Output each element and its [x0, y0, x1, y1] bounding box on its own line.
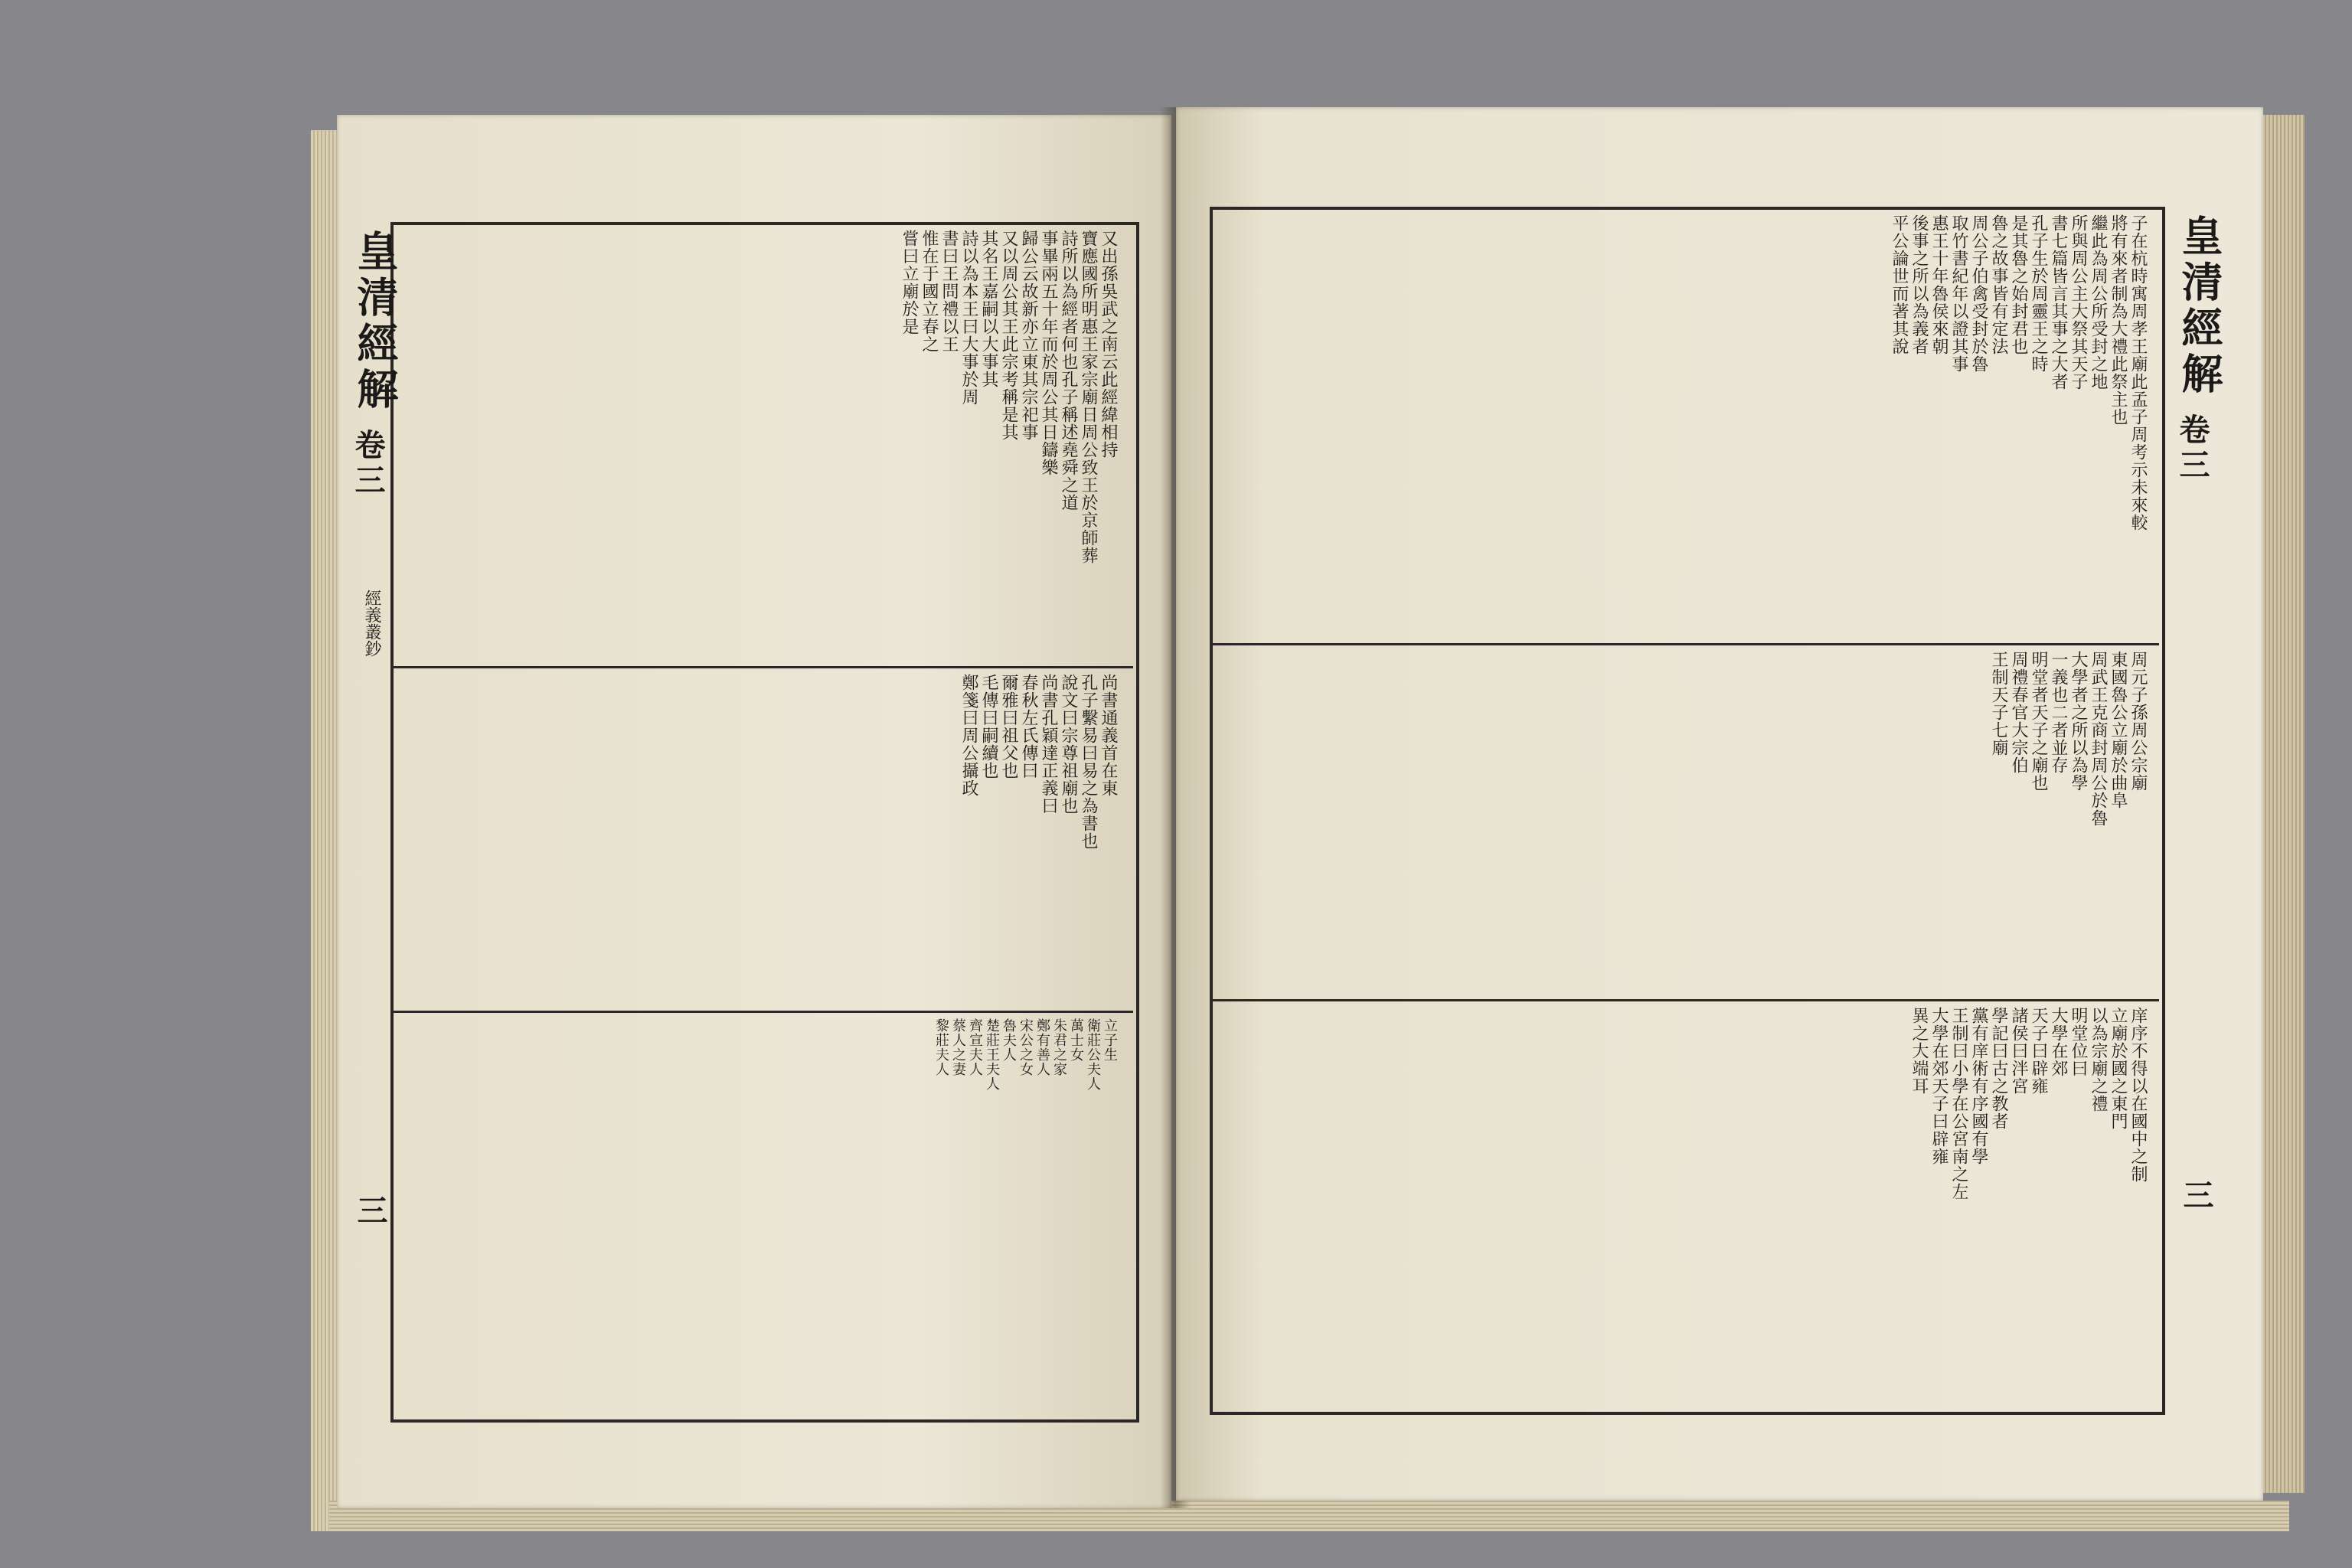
text-column: 事畢兩五十年而於周公其日鑄樂: [1039, 230, 1058, 476]
text-column: 是其魯之始封君也: [2009, 214, 2028, 355]
text-column: 春秋左氏傳曰: [1019, 674, 1038, 779]
text-column: 大學在郊: [2049, 1007, 2068, 1077]
left-margin-volume: 卷三: [350, 429, 386, 499]
text-column: 周武王克商封周公於魯: [2089, 651, 2108, 827]
text-column: 取竹書紀年以證其事: [1949, 214, 1968, 373]
text-column: 王制曰小學在公宮南之左: [1949, 1007, 1968, 1200]
text-column: 黨有庠術有序國有學: [1969, 1007, 1988, 1165]
text-column: 後事之所以為義者: [1909, 214, 1929, 355]
text-column: 大學在郊天子曰辟雍: [1929, 1007, 1949, 1165]
text-column: 平公論世而著其說: [1890, 214, 1909, 355]
right-top-text: [1225, 214, 2148, 635]
left-rule-1: [394, 666, 1133, 668]
text-column: 詩所以為經者何也孔子稱述堯舜之道: [1059, 230, 1078, 511]
right-margin-title: 皇清經解: [2175, 214, 2224, 398]
text-column: 魯之故事皆有定法: [1989, 214, 2008, 355]
left-bottom-text: [406, 1018, 1118, 1409]
right-middle-text: [1225, 651, 2148, 991]
text-column: 東國魯公立廟於曲阜: [2109, 651, 2128, 809]
text-column: 詩以為本王曰大事於周: [959, 230, 978, 406]
text-column: 王制天子七廟: [1989, 651, 2008, 756]
text-column: 孔子繫易曰易之為書也: [1079, 674, 1098, 850]
text-column: 庠序不得以在國中之制: [2128, 1007, 2148, 1183]
text-column: 寶應國所明惠王家宗廟日周公致王於京師葬: [1079, 230, 1098, 564]
text-column: 朱君之家: [1051, 1018, 1067, 1076]
text-column: 惠王十年魯侯來朝: [1929, 214, 1949, 355]
text-column: 鄭箋曰周公攝政: [959, 674, 978, 797]
text-column: 衛莊公夫人: [1085, 1018, 1101, 1091]
text-column: 其名王嘉嗣以大事其: [979, 230, 998, 388]
text-column: 周公子伯禽受封於魯: [1969, 214, 1988, 373]
text-column: 立子生: [1102, 1018, 1118, 1062]
text-column: 歸公云故新亦立東其宗祀事: [1019, 230, 1038, 441]
text-column: 立廟於國之東門: [2109, 1007, 2128, 1130]
text-column: 所與周公主大祭其天子: [2069, 214, 2088, 390]
text-column: 嘗曰立廟於是: [900, 230, 919, 335]
right-bottom-text: [1225, 1007, 2148, 1401]
text-column: 孔子生於周靈王之時: [2029, 214, 2048, 373]
right-page-stack: [2259, 115, 2305, 1493]
text-column: 惟在于國立春之: [920, 230, 939, 353]
text-column: 異之大端耳: [1909, 1007, 1929, 1095]
text-column: 諸侯曰泮宮: [2009, 1007, 2028, 1095]
text-column: 蔡人之妻: [950, 1018, 966, 1076]
text-column: 周元子孫周公宗廟: [2128, 651, 2148, 792]
right-page-number: 三: [2178, 1179, 2214, 1210]
text-column: 齊宣夫人: [967, 1018, 983, 1076]
right-margin-volume: 卷三: [2174, 413, 2210, 484]
left-top-text: [406, 230, 1118, 658]
text-column: 毛傳曰嗣續也: [979, 674, 998, 779]
text-column: 爾雅曰祖父也: [999, 674, 1018, 779]
text-column: 將有來者制為大禮此祭主也: [2109, 214, 2128, 426]
left-margin-title: 皇清經解: [351, 230, 400, 413]
text-column: 周禮春官大宗伯: [2009, 651, 2028, 774]
text-column: 說文曰宗尊祖廟也: [1059, 674, 1078, 815]
text-column: 萬士女: [1068, 1018, 1084, 1062]
text-column: 楚莊王夫人: [984, 1018, 1000, 1091]
text-column: 書曰王問禮以王: [939, 230, 959, 353]
text-column: 黎莊夫人: [933, 1018, 949, 1076]
text-column: 學記曰古之教者: [1989, 1007, 2008, 1130]
left-page-number: 三: [352, 1194, 388, 1225]
text-column: 鄭有善人: [1034, 1018, 1050, 1076]
text-column: 明堂位曰: [2069, 1007, 2088, 1077]
text-column: 尚書通義首在東: [1099, 674, 1118, 797]
text-column: 以為宗廟之禮: [2089, 1007, 2108, 1112]
text-column: 一義也二者並存: [2049, 651, 2068, 774]
text-column: 繼此為周公所受封之地: [2089, 214, 2108, 390]
text-column: 天子曰辟雍: [2029, 1007, 2048, 1095]
left-top-heading: 又出孫吳武之南云此經緯相持: [1099, 230, 1118, 459]
left-page-stack: [311, 130, 337, 1531]
left-middle-text: [406, 674, 1118, 1003]
text-column: 書七篇皆言其事之大者: [2049, 214, 2068, 390]
right-rule-2: [1213, 999, 2159, 1001]
text-column: 尚書孔穎達正義曰: [1039, 674, 1058, 815]
text-column: 子在杭時寓周孝王廟此孟子周考示未來較: [2128, 214, 2148, 531]
text-column: 宋公之女: [1018, 1018, 1034, 1076]
text-column: 魯夫人: [1001, 1018, 1017, 1062]
left-margin-subtitle: 經義叢鈔: [362, 590, 381, 657]
text-column: 大學者之所以為學: [2069, 651, 2088, 792]
right-rule-1: [1213, 643, 2159, 645]
left-rule-2: [394, 1011, 1133, 1013]
text-column: 明堂者天子之廟也: [2029, 651, 2048, 792]
text-column: 又以周公其王此宗考稱是其: [999, 230, 1018, 441]
